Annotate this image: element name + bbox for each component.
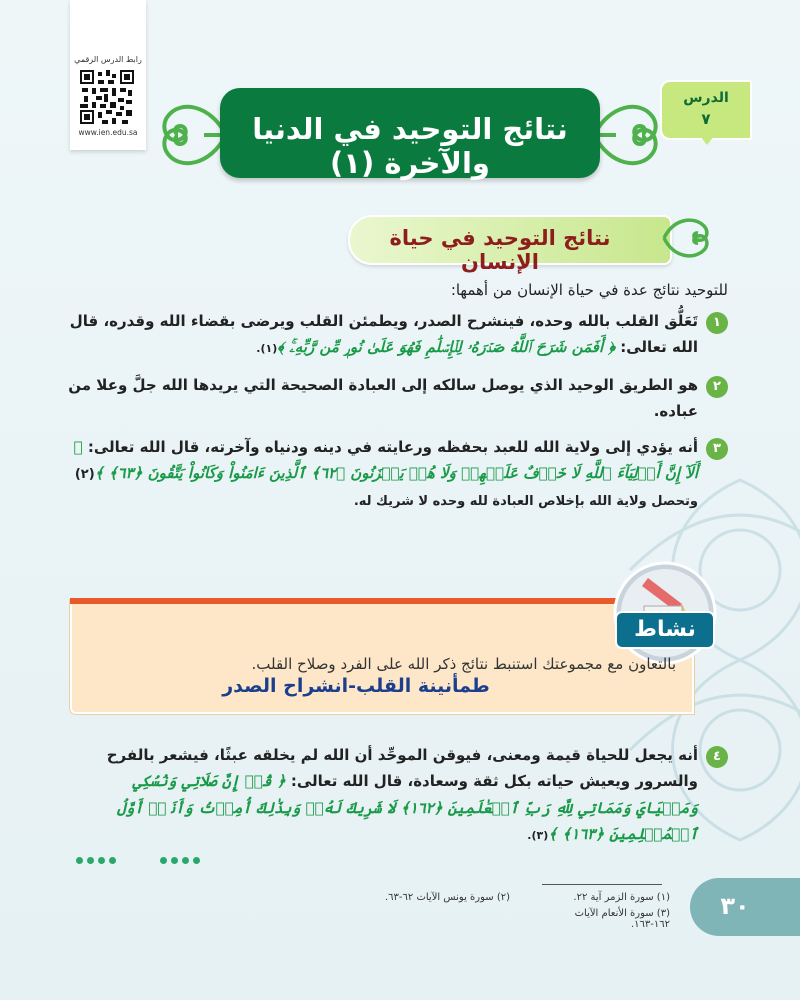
title-ornament-right-icon (590, 96, 660, 174)
intro-text: للتوحيد نتائج عدة في حياة الإنسان من أهمها: (450, 281, 728, 299)
lesson-label: الدرس (683, 90, 729, 106)
activity-prompt: بالتعاون مع مجموعتك استنبط نتائج ذكر الله على الفرد وصلاح القلب. (251, 655, 676, 673)
item-text: هو الطريق الوحيد الذي يوصل سالكه إلى العبادة الصحيحة التي يريدها الله جلَّ وعلا من عباده. (68, 376, 698, 421)
section-heading-banner (348, 215, 672, 274)
lesson-title: نتائج التوحيد في الدنيا والآخرة (١) (252, 112, 568, 180)
item-text-continued: (٢) وتحصل ولاية الله بإخلاص العبادة لله وحده لا شريك له. (74, 467, 698, 509)
section-ornament-icon (660, 212, 714, 264)
footnote-2: (٢) سورة يونس الآيات ٦٢-٦٣. (384, 892, 510, 903)
item-text: تَعَلُّق القلب بالله وحده، فينشرح الصدر، ويطمئن القلب ويرضى بقضاء الله وقدره، قال الله تعالى: (69, 312, 698, 357)
lesson-title-banner (220, 88, 600, 178)
result-item-4 (68, 742, 728, 847)
item-number-badge: ٢ (706, 376, 728, 398)
footnote-divider (542, 884, 662, 885)
activity-badge-label: نشاط (634, 617, 696, 642)
section-heading: نتائج التوحيد في حياة الإنسان (389, 226, 611, 274)
item-text: أنه يجعل للحياة قيمة ومعنى، فيوقن الموحِّد أن الله لم يخلقه عبثًا، فيشعر بالفرح والسرور ويعيش حياته بكل ثقة وسعادة، قال الله تعالى: (106, 746, 698, 791)
qr-caption: رابط الدرس الرقمي (74, 55, 142, 64)
quran-verse: ﴿ قُلۡ إِنَّ صَلَاتِي وَنُسُكِي وَمَحۡيَايَ وَمَمَاتِي لِلَّهِ رَبِّ ٱلۡعَٰلَمِينَ ﴿١٦٢﴾ لَا شَرِيكَ لَهُۥۖ وَبِذَٰلِكَ أُمِرۡتُ وَأَنَا۠ أَوَّلُ ٱلۡمُسۡلِمِينَ ﴿١٦٣﴾ ﴾ (116, 772, 698, 843)
result-item-1 (68, 308, 728, 361)
footnote-3: (٣) سورة الأنعام الآيات ١٦٢-١٦٣. (574, 908, 670, 930)
item-number-badge: ٤ (706, 746, 728, 768)
qr-url[interactable]: www.ien.edu.sa (78, 128, 138, 137)
page-number: ٣٠ (720, 892, 750, 920)
item-number-badge: ١ (706, 312, 728, 334)
lesson-number-tab (660, 80, 752, 140)
qr-card[interactable] (70, 0, 146, 150)
item-text: أنه يؤدي إلى ولاية الله للعبد بحفظه ورعايته في دينه ودنياه وآخرته، قال الله تعالى: (82, 438, 698, 456)
activity-stripe (70, 598, 630, 604)
result-item-3 (68, 434, 728, 514)
result-item-2 (68, 372, 728, 425)
decorative-dots-left (76, 849, 120, 859)
footnote-ref: (٣). (527, 828, 549, 842)
footnote-1: (١) سورة الزمر آية ٢٢. (573, 892, 670, 903)
activity-answer[interactable]: طمأنينة القلب-انشراح الصدر (222, 675, 490, 697)
footnote-ref: (١). (256, 342, 278, 356)
decorative-dots-right (160, 849, 204, 859)
lesson-number: ٧ (701, 110, 711, 128)
quran-verse: ﴿ أَفَمَن شَرَحَ ٱللَّهُ صَدۡرَهُۥ لِلۡإِسۡلَٰمِ فَهُوَ عَلَىٰ نُورٖ مِّن رَّبِّهِۦۚ ﴾ (277, 338, 616, 357)
item-number-badge: ٣ (706, 438, 728, 460)
qr-code-icon[interactable] (78, 68, 136, 126)
quran-verse: ﴿ أَلَآ إِنَّ أَوۡلِيَآءَ ٱللَّهِ لَا خَوۡفٌ عَلَيۡهِمۡ وَلَا هُمۡ يَحۡزَنُونَ ﴿٦٢﴾ ٱلَّذِينَ ءَامَنُواْ وَكَانُواْ يَتَّقُونَ ﴿٦٣﴾ ﴾ (73, 438, 698, 483)
